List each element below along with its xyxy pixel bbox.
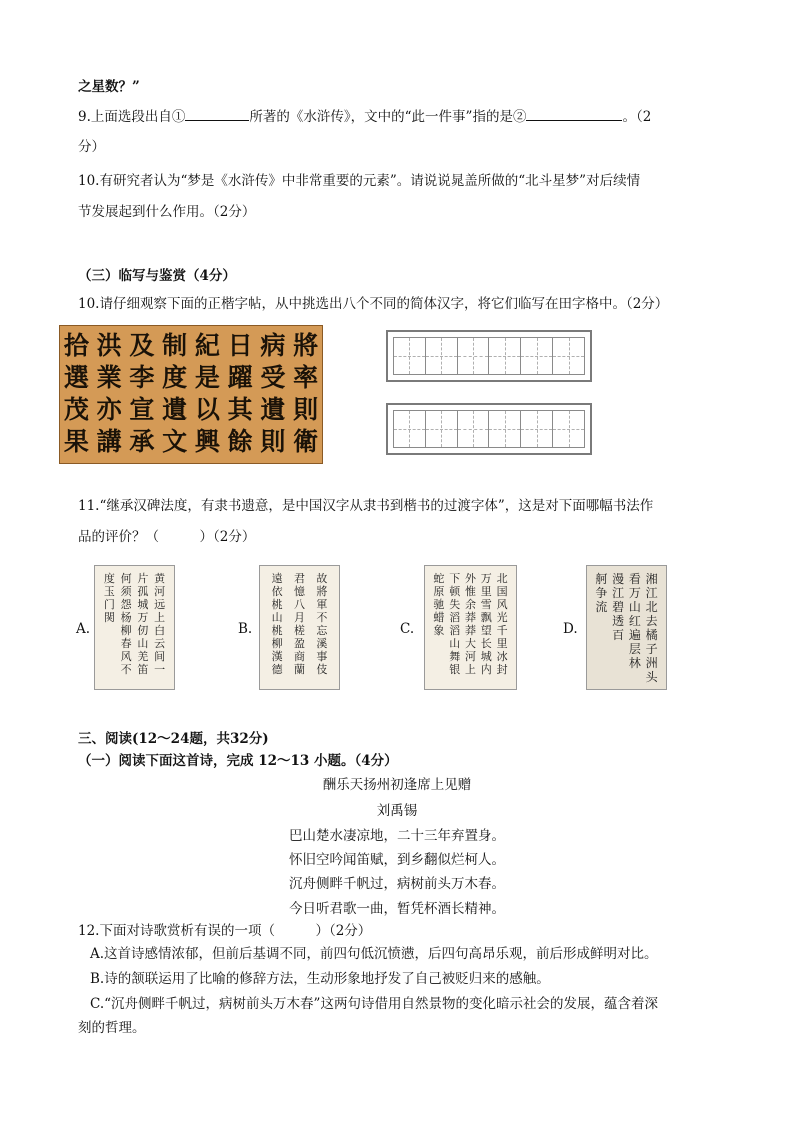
copybook-character: 拾 xyxy=(63,331,89,360)
calligraphy-character: 德 xyxy=(271,663,283,676)
poem-line: 巴山楚水凄凉地，二十三年弃置身。 xyxy=(289,828,505,844)
question-10a-line1: 10.有研究者认为“梦是《水浒传》中非常重要的元素”。请说说晁盖所做的“北斗星梦”对后续情 xyxy=(78,173,641,189)
calligraphy-character: 柳 xyxy=(120,624,132,637)
calligraphy-character: 城 xyxy=(137,598,149,611)
calligraphy-character: 関 xyxy=(103,611,115,624)
calligraphy-character: 透 xyxy=(612,614,625,628)
calligraphy-character: 溪 xyxy=(316,637,328,650)
option-c-line1[interactable]: C.“沉舟侧畔千帆过，病树前头万木春”这两句诗借用自然景物的变化暗示社会的发展，蕴含着深 xyxy=(90,996,658,1012)
calligraphy-character: 柳 xyxy=(271,637,283,650)
calligraphy-character: 城 xyxy=(480,650,492,663)
copybook-column xyxy=(94,330,124,458)
calligraphy-character: 里 xyxy=(496,637,508,650)
copybook-column xyxy=(291,330,321,458)
copybook-character: 文 xyxy=(162,427,188,456)
poem-line: 今日听君歌一曲，暂凭杯酒长精神。 xyxy=(289,901,505,917)
copybook-column xyxy=(127,330,157,458)
copybook-character: 日 xyxy=(227,331,253,360)
calligraphy-column xyxy=(101,572,118,624)
option-c-label[interactable]: C. xyxy=(400,621,415,637)
copybook-character: 講 xyxy=(96,427,122,456)
reading-section-title: 三、阅读(12～24题，共32分) xyxy=(78,731,269,747)
calligraphy-character: 一 xyxy=(154,663,166,676)
calligraphy-character: 红 xyxy=(628,614,641,628)
calligraphy-character: 头 xyxy=(645,670,658,684)
copybook-character: 則 xyxy=(293,395,319,424)
copybook-character: 病 xyxy=(260,331,286,360)
calligraphy-character: 舞 xyxy=(449,650,461,663)
calligraphy-character: 须 xyxy=(120,585,132,598)
copybook-character: 則 xyxy=(260,427,286,456)
calligraphy-column xyxy=(135,572,152,676)
copybook-column xyxy=(225,330,255,458)
calligraphy-character: 外 xyxy=(464,572,476,585)
tianzige-cell[interactable] xyxy=(552,410,585,448)
copybook-character: 餘 xyxy=(227,427,253,456)
copybook-character: 遺 xyxy=(162,395,188,424)
copybook-character: 茂 xyxy=(63,395,89,424)
calligraphy-character: 原 xyxy=(433,585,445,598)
calligraphy-character: 八 xyxy=(293,598,305,611)
calligraphy-character: 忘 xyxy=(316,624,328,637)
calligraphy-character: 遍 xyxy=(628,628,641,642)
calligraphy-character: 商 xyxy=(293,650,305,663)
calligraphy-character: 驰 xyxy=(433,598,445,611)
copybook-character: 將 xyxy=(293,331,319,360)
section-heading-copywriting: （三）临写与鉴赏（4分） xyxy=(78,268,236,284)
calligraphy-character: 白 xyxy=(154,624,166,637)
q9-points-tail: 分） xyxy=(78,139,105,155)
calligraphy-character: 黄 xyxy=(154,572,166,585)
passage-tail: 之星数？” xyxy=(78,79,140,95)
calligraphy-character: 山 xyxy=(449,637,461,650)
calligraphy-character: 莽 xyxy=(464,624,476,637)
calligraphy-character: 飘 xyxy=(480,611,492,624)
calligraphy-work-c[interactable] xyxy=(424,565,517,690)
copybook-character: 遺 xyxy=(260,395,286,424)
copybook-character: 度 xyxy=(162,363,188,392)
calligraphy-character: 江 xyxy=(612,586,625,600)
calligraphy-character: 蛇 xyxy=(433,572,445,585)
calligraphy-character: 遠 xyxy=(271,572,283,585)
calligraphy-character: 争 xyxy=(595,586,608,600)
calligraphy-character: 江 xyxy=(645,586,658,600)
calligraphy-character: 云 xyxy=(154,637,166,650)
calligraphy-character: 故 xyxy=(316,572,328,585)
calligraphy-character: 光 xyxy=(496,611,508,624)
calligraphy-character: 望 xyxy=(480,624,492,637)
copybook-character: 受 xyxy=(260,363,286,392)
calligraphy-character: 山 xyxy=(628,600,641,614)
calligraphy-character: 月 xyxy=(293,611,305,624)
calligraphy-column xyxy=(627,572,644,670)
calligraphy-character: 千 xyxy=(496,624,508,637)
question-12: 12.下面对诗歌赏析有误的一项（ ）（2分） xyxy=(78,923,372,939)
copybook-character: 業 xyxy=(96,363,122,392)
calligraphy-character: 河 xyxy=(464,650,476,663)
calligraphy-character: 冰 xyxy=(496,650,508,663)
calligraphy-character: 国 xyxy=(496,585,508,598)
calligraphy-character: 片 xyxy=(137,572,149,585)
option-a-label[interactable]: A. xyxy=(76,621,91,637)
tianzige-cell[interactable] xyxy=(552,337,585,375)
calligraphy-column xyxy=(478,572,494,676)
answer-blank-1[interactable] xyxy=(185,107,249,121)
calligraphy-character: 盈 xyxy=(293,637,305,650)
poem-line: 沉舟侧畔千帆过，病树前头万木春。 xyxy=(289,876,505,892)
calligraphy-character: 长 xyxy=(480,637,492,650)
copybook-character: 制 xyxy=(162,331,188,360)
calligraphy-character: 门 xyxy=(103,598,115,611)
calligraphy-character: 风 xyxy=(120,650,132,663)
copybook-character: 其 xyxy=(227,395,253,424)
calligraphy-column xyxy=(118,572,135,676)
calligraphy-character: 内 xyxy=(480,663,492,676)
calligraphy-character: 軍 xyxy=(316,598,328,611)
option-d-label[interactable]: D. xyxy=(563,621,578,637)
calligraphy-character: 漢 xyxy=(271,650,283,663)
tianzige-cell[interactable] xyxy=(393,337,426,375)
calligraphy-character: 伎 xyxy=(316,663,328,676)
calligraphy-character: 不 xyxy=(316,611,328,624)
calligraphy-character: 春 xyxy=(120,637,132,650)
calligraphy-character: 百 xyxy=(612,628,625,642)
calligraphy-character: 顿 xyxy=(449,585,461,598)
calligraphy-character: 怨 xyxy=(120,598,132,611)
calligraphy-character: 河 xyxy=(154,585,166,598)
tianzige-cell[interactable] xyxy=(425,337,458,375)
calligraphy-character: 风 xyxy=(496,598,508,611)
copybook-column xyxy=(160,330,190,458)
answer-blank-2[interactable] xyxy=(526,107,622,121)
calligraphy-character: 事 xyxy=(316,650,328,663)
copybook-character: 果 xyxy=(63,427,89,456)
reading-subsection-title: （一）阅读下面这首诗，完成 12～13 小题。（4分） xyxy=(78,753,398,769)
copybook-character: 是 xyxy=(194,363,220,392)
calligraphy-character: 漫 xyxy=(612,572,625,586)
copybook-image xyxy=(59,325,323,464)
calligraphy-character: 莽 xyxy=(464,611,476,624)
calligraphy-character: 橘 xyxy=(645,628,658,642)
copybook-column xyxy=(258,330,288,458)
copybook-character: 李 xyxy=(129,363,155,392)
calligraphy-column xyxy=(266,572,288,676)
calligraphy-character: 槎 xyxy=(293,624,305,637)
copybook-character: 衛 xyxy=(293,427,319,456)
calligraphy-character: 上 xyxy=(154,611,166,624)
poem-line: 怀旧空吟闻笛赋，到乡翻似烂柯人。 xyxy=(289,852,505,868)
calligraphy-character: 杨 xyxy=(120,611,132,624)
calligraphy-character: 流 xyxy=(595,600,608,614)
calligraphy-character: 封 xyxy=(496,663,508,676)
calligraphy-character: 蜡 xyxy=(433,611,445,624)
option-c-line2: 刻的哲理。 xyxy=(78,1020,146,1036)
calligraphy-character: 仞 xyxy=(137,624,149,637)
tianzige-grid-row-2[interactable] xyxy=(386,403,592,455)
question-9 xyxy=(78,107,651,126)
calligraphy-character: 雪 xyxy=(480,598,492,611)
tianzige-cell[interactable] xyxy=(488,410,521,448)
tianzige-cell[interactable] xyxy=(457,337,490,375)
calligraphy-character: 去 xyxy=(645,614,658,628)
calligraphy-character: 看 xyxy=(628,572,641,586)
calligraphy-character: 失 xyxy=(449,598,461,611)
option-a[interactable]: A.这首诗感情浓郁，但前后基调不同，前四句低沉愤懑，后四句高昂乐观，前后形成鲜明对比。 xyxy=(90,946,658,962)
calligraphy-character: 惟 xyxy=(464,585,476,598)
tianzige-cell[interactable] xyxy=(393,410,426,448)
copybook-character: 及 xyxy=(129,331,155,360)
calligraphy-character: 下 xyxy=(449,572,461,585)
option-b[interactable]: B.诗的颔联运用了比喻的修辞方法，生动形象地抒发了自己被贬归来的感触。 xyxy=(90,971,550,987)
calligraphy-character: 滔 xyxy=(449,624,461,637)
calligraphy-character: 里 xyxy=(480,585,492,598)
q9-text-c: 。（2 xyxy=(622,109,652,125)
tianzige-cell[interactable] xyxy=(425,410,458,448)
calligraphy-character: 洲 xyxy=(645,656,658,670)
calligraphy-character: 舸 xyxy=(595,572,608,586)
q9-text-b: 所著的《水浒传》，文中的“此一件事”指的是② xyxy=(249,109,527,125)
calligraphy-column xyxy=(431,572,447,637)
copybook-character: 紀 xyxy=(194,331,220,360)
calligraphy-character: 子 xyxy=(645,642,658,656)
calligraphy-column xyxy=(447,572,463,676)
calligraphy-column xyxy=(151,572,168,676)
copybook-character: 選 xyxy=(63,363,89,392)
calligraphy-character: 北 xyxy=(496,572,508,585)
calligraphy-character: 大 xyxy=(464,637,476,650)
tianzige-cell[interactable] xyxy=(520,337,553,375)
poem-title: 酬乐天扬州初逢席上见赠 xyxy=(322,777,472,793)
tianzige-cell[interactable] xyxy=(457,410,490,448)
question-11-line2: 品的评价？（ ）（2分） xyxy=(78,529,256,545)
option-b-label[interactable]: B. xyxy=(238,621,253,637)
tianzige-grid-row-1[interactable] xyxy=(386,330,592,382)
poem-author: 刘禹锡 xyxy=(376,803,418,819)
copybook-character: 躍 xyxy=(227,363,253,392)
calligraphy-character: 君 xyxy=(293,572,305,585)
calligraphy-column xyxy=(610,572,627,642)
calligraphy-character: 桃 xyxy=(271,624,283,637)
copybook-column xyxy=(192,330,222,458)
calligraphy-column xyxy=(311,572,333,676)
copybook-column xyxy=(61,330,91,458)
calligraphy-character: 滔 xyxy=(449,611,461,624)
calligraphy-character: 將 xyxy=(316,585,328,598)
tianzige-cell[interactable] xyxy=(520,410,553,448)
copybook-character: 率 xyxy=(293,363,319,392)
copybook-character: 興 xyxy=(194,427,220,456)
tianzige-cell[interactable] xyxy=(488,337,521,375)
calligraphy-character: 间 xyxy=(154,650,166,663)
calligraphy-character: 依 xyxy=(271,585,283,598)
calligraphy-character: 湘 xyxy=(645,572,658,586)
question-10b: 10.请仔细观察下面的正楷字帖，从中挑选出八个不同的简体汉字，将它们临写在田字格中。（2分） xyxy=(78,296,669,312)
calligraphy-character: 万 xyxy=(628,586,641,600)
copybook-character: 洪 xyxy=(96,331,122,360)
copybook-character: 亦 xyxy=(96,395,122,424)
calligraphy-work-b[interactable] xyxy=(259,565,340,690)
calligraphy-character: 山 xyxy=(137,637,149,650)
copybook-character: 承 xyxy=(129,427,155,456)
calligraphy-character: 上 xyxy=(464,663,476,676)
question-11-line1: 11.“继承汉碑法度，有隶书遗意，是中国汉字从隶书到楷书的过渡字体”，这是对下面哪幅书法作 xyxy=(78,498,654,514)
calligraphy-character: 桃 xyxy=(271,598,283,611)
calligraphy-character: 万 xyxy=(480,572,492,585)
calligraphy-character: 孤 xyxy=(137,585,149,598)
calligraphy-character: 不 xyxy=(120,663,132,676)
calligraphy-character: 象 xyxy=(433,624,445,637)
question-10a-line2: 节发展起到什么作用。（2分） xyxy=(78,204,256,220)
calligraphy-character: 林 xyxy=(628,656,641,670)
calligraphy-work-d[interactable] xyxy=(586,565,667,690)
calligraphy-column xyxy=(288,572,310,676)
calligraphy-character: 远 xyxy=(154,598,166,611)
calligraphy-character: 玉 xyxy=(103,585,115,598)
calligraphy-work-a[interactable] xyxy=(94,565,175,690)
copybook-character: 宣 xyxy=(129,395,155,424)
calligraphy-character: 万 xyxy=(137,611,149,624)
calligraphy-character: 何 xyxy=(120,572,132,585)
calligraphy-column xyxy=(494,572,510,676)
calligraphy-character: 碧 xyxy=(612,600,625,614)
calligraphy-character: 银 xyxy=(449,663,461,676)
copybook-character: 以 xyxy=(194,395,220,424)
q9-text-a: 9.上面选段出自① xyxy=(78,109,186,125)
calligraphy-column xyxy=(463,572,479,676)
calligraphy-character: 层 xyxy=(628,642,641,656)
calligraphy-character: 笛 xyxy=(137,663,149,676)
calligraphy-character: 蘭 xyxy=(293,663,305,676)
calligraphy-character: 余 xyxy=(464,598,476,611)
calligraphy-character: 山 xyxy=(271,611,283,624)
calligraphy-character: 憶 xyxy=(293,585,305,598)
calligraphy-character: 度 xyxy=(103,572,115,585)
calligraphy-column xyxy=(593,572,610,614)
calligraphy-character: 羌 xyxy=(137,650,149,663)
calligraphy-character: 北 xyxy=(645,600,658,614)
calligraphy-column xyxy=(643,572,660,684)
